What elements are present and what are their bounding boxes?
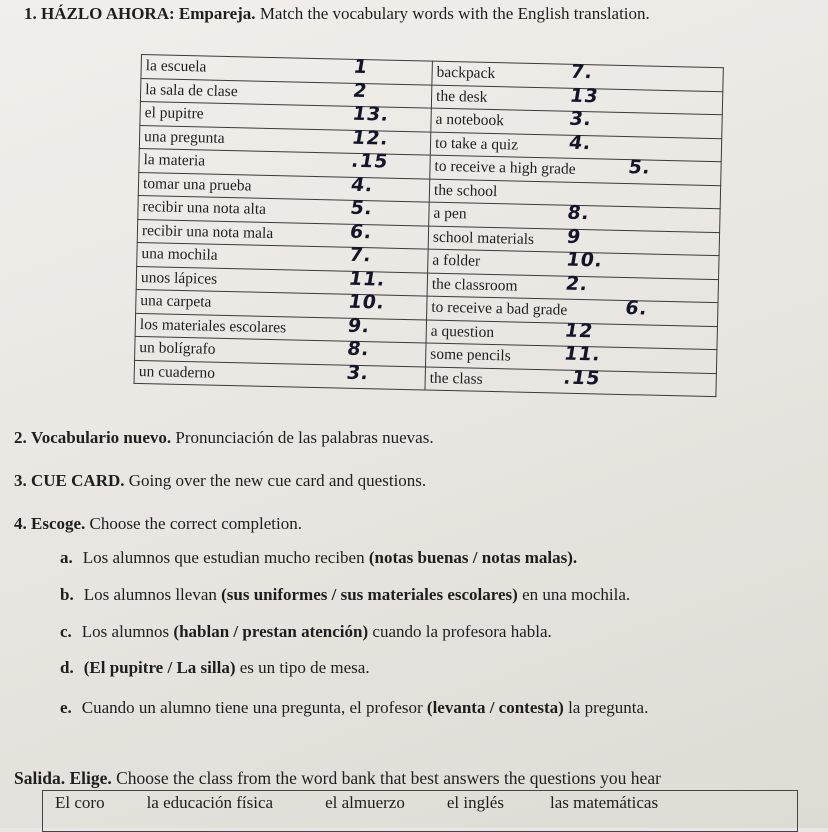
item-letter: e.	[60, 698, 72, 717]
spanish-answer[interactable]: 2	[351, 79, 370, 102]
vocabulary-match-table	[134, 54, 724, 397]
spanish-answer[interactable]: 8.	[345, 337, 372, 361]
spanish-word: tomar una prueba	[142, 174, 252, 195]
spanish-word: la escuela	[145, 57, 207, 76]
english-word: a question	[430, 322, 495, 341]
spanish-answer[interactable]: 12.	[350, 126, 391, 150]
exercise-4-text: Choose the correct completion.	[89, 514, 302, 533]
spanish-answer[interactable]: 3.	[345, 361, 372, 384]
english-answer[interactable]: 6.	[623, 297, 650, 320]
choice-item-a	[60, 548, 577, 568]
item-letter: d.	[60, 658, 74, 677]
english-answer[interactable]: 8.	[565, 201, 592, 225]
choice-item-d	[60, 658, 370, 678]
english-answer[interactable]: 9	[565, 225, 584, 248]
spanish-answer[interactable]: 10.	[346, 290, 387, 314]
item-text-end: en una mochila.	[517, 585, 631, 604]
spanish-answer[interactable]: .15	[349, 149, 391, 173]
english-answer[interactable]: 11.	[562, 342, 603, 366]
item-choice[interactable]: (El pupitre / La silla)	[83, 658, 236, 677]
item-letter: a.	[60, 548, 73, 567]
exercise-4-heading	[14, 514, 302, 534]
item-choice[interactable]: (sus uniformes / sus materiales escolares)	[221, 585, 518, 604]
english-answer[interactable]: .15	[561, 366, 603, 389]
word-bank-item: la educación física	[146, 793, 274, 812]
spanish-answer[interactable]: 5.	[348, 196, 375, 220]
english-word: the desk	[435, 87, 488, 106]
exercise-1-title: HÁZLO AHORA: Empareja.	[41, 4, 256, 23]
exercise-3-title: CUE CARD.	[31, 471, 125, 490]
item-choice[interactable]: (hablan / prestan atención)	[173, 622, 369, 641]
english-word: backpack	[436, 63, 496, 83]
english-answer[interactable]: 13	[568, 84, 601, 107]
english-word: a notebook	[435, 110, 505, 130]
spanish-answer[interactable]: 6.	[348, 220, 375, 243]
exercise-2-text: Pronunciación de las palabras nuevas.	[175, 428, 434, 447]
english-answer[interactable]: 12	[563, 319, 596, 342]
english-answer[interactable]: 2.	[564, 272, 591, 295]
choice-item-b	[60, 585, 630, 605]
spanish-answer[interactable]: 7.	[347, 243, 374, 267]
item-text-end: es un tipo de mesa.	[235, 658, 370, 677]
english-word: the class	[429, 369, 483, 388]
choice-item-e	[60, 698, 648, 718]
spanish-word: la materia	[143, 151, 206, 170]
exercise-4-number: 4.	[14, 514, 27, 533]
spanish-answer[interactable]: 9.	[346, 314, 373, 337]
spanish-word: los materiales escolares	[139, 315, 287, 337]
english-answer[interactable]: 7.	[568, 60, 595, 84]
salida-title: Salida. Elige.	[14, 768, 112, 788]
item-text: Los alumnos llevan	[83, 585, 222, 604]
item-text: Cuando un alumno tiene una pregunta, el profesor	[81, 698, 427, 717]
english-word: school materials	[432, 228, 535, 248]
spanish-word: la sala de clase	[145, 80, 238, 100]
english-word: a folder	[432, 251, 481, 270]
word-bank	[42, 790, 798, 832]
word-bank-item: El coro	[55, 793, 105, 812]
english-word: to receive a bad grade	[431, 298, 568, 319]
item-letter: b.	[60, 585, 74, 604]
english-answer[interactable]: 5.	[626, 156, 653, 179]
item-text-end: la pregunta.	[563, 698, 649, 717]
english-answer[interactable]: 4.	[567, 131, 594, 154]
exercise-2-heading	[14, 428, 434, 448]
spanish-word: el pupitre	[144, 104, 204, 123]
english-word: some pencils	[430, 345, 511, 365]
english-word: the school	[433, 181, 498, 200]
exercise-1-instruction: Match the vocabulary words with the English translation.	[259, 4, 650, 23]
salida-heading	[14, 768, 661, 789]
spanish-answer[interactable]: 11.	[347, 267, 388, 291]
choice-item-c	[60, 622, 552, 642]
exercise-2-title: Vocabulario nuevo.	[31, 428, 172, 447]
spanish-answer[interactable]: 1	[351, 55, 370, 79]
spanish-word: una mochila	[141, 245, 218, 265]
english-answer[interactable]: 10.	[564, 248, 605, 272]
exercise-3-text: Going over the new cue card and questions.	[128, 471, 427, 490]
item-letter: c.	[60, 622, 72, 641]
item-choice[interactable]: (levanta / contesta)	[426, 698, 564, 717]
item-text: Los alumnos que estudian mucho reciben	[82, 548, 369, 567]
exercise-3-number: 3.	[14, 471, 27, 490]
exercise-2-number: 2.	[14, 428, 27, 447]
spanish-word: un cuaderno	[138, 362, 216, 382]
english-word: to take a quiz	[434, 134, 519, 154]
spanish-word: unos lápices	[140, 268, 218, 288]
spanish-word: un bolígrafo	[139, 339, 216, 359]
spanish-word: una carpeta	[140, 292, 212, 311]
item-text-end: cuando la profesora habla.	[368, 622, 552, 641]
english-answer[interactable]: 3.	[567, 107, 594, 131]
word-bank-item: el inglés	[446, 793, 504, 812]
exercise-1-heading	[24, 4, 650, 24]
spanish-answer[interactable]: 4.	[349, 173, 376, 196]
exercise-1-number: 1.	[24, 4, 37, 23]
item-text: Los alumnos	[81, 622, 174, 641]
english-word: to receive a high grade	[434, 157, 576, 179]
english-word: a pen	[433, 204, 467, 223]
item-choice[interactable]: (notas buenas / notas malas).	[368, 548, 578, 567]
spanish-word: recibir una nota mala	[141, 221, 274, 242]
exercise-3-heading	[14, 471, 426, 491]
word-bank-item: el almuerzo	[325, 793, 405, 812]
salida-text: Choose the class from the word bank that best answers the questions you hear	[116, 768, 661, 788]
spanish-answer[interactable]: 13.	[350, 102, 392, 126]
spanish-word: una pregunta	[143, 127, 225, 147]
exercise-4-title: Escoge.	[31, 514, 86, 533]
spanish-word: recibir una nota alta	[142, 198, 267, 219]
word-bank-item: las matemáticas	[549, 793, 659, 812]
english-word: the classroom	[431, 275, 518, 295]
